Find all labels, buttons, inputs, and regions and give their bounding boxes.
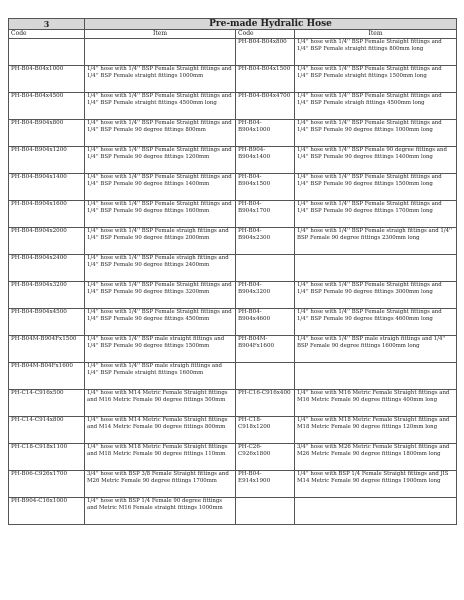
table-row	[9, 282, 457, 309]
item-description-cell	[85, 39, 236, 66]
code-column-header: Code	[9, 30, 85, 39]
item-description-cell: 1/4'' hose with 1/4'' BSP Female Straight fittings and 1/4'' BSP Female 90 degree fittings 1500mm long	[295, 174, 457, 201]
product-code-cell: PH-C14-C916x500	[9, 390, 85, 417]
item-description-cell	[295, 255, 457, 282]
product-code-cell: PH-B04-B04x1000	[9, 66, 85, 93]
table-row	[9, 336, 457, 363]
item-description-cell: 1/4'' hose with M16 Metric Female Straight fittings and M16 Metric Female 90 degree fittings 400mm long	[295, 390, 457, 417]
item-description-cell: 3/4'' hose with BSP 3/8 Female Straight fittings and M26 Metric Female 90 degree fittings 1700mm	[85, 471, 236, 498]
item-description-cell: 1/4'' hose with 1/4'' BSP Female Straight fittings and 1/4'' BSP Female 90 degree fittings 1200mm	[85, 147, 236, 174]
item-description-cell: 1/4'' hose with 1/4'' BSP Female Straight fittings and 1/4'' BSP Female 90 degree fittings 1700mm long	[295, 201, 457, 228]
table-row	[9, 201, 457, 228]
product-code-cell: PH-B04-B04x4700	[236, 93, 295, 120]
item-description-cell: 1/4'' hose with 1/4'' BSP Female Straight fittings and 1/4'' BSP Female 90 degree fittings 3000mm long	[295, 282, 457, 309]
item-column-header: Item	[295, 30, 457, 39]
item-description-cell: 1/4'' hose with M18 Metric Female Straight fittings and M18 Metric Female 90 degree fittings 120mm long	[295, 417, 457, 444]
item-description-cell: 1/4'' hose with 1/4'' BSP Female straigh fittings and 1/4'' BSP Female 90 degree fittings 2400mm	[85, 255, 236, 282]
item-description-cell: 1/4'' hose with 1/4'' BSP male straigh fittings and 1/4'' BSP Female straight fittings 1600mm	[85, 363, 236, 390]
product-code-cell	[236, 363, 295, 390]
item-description-cell: 1/4'' hose with 1/4'' BSP male straight fittings and 1/4'' BSP Female 90 degree fittings 1500mm	[85, 336, 236, 363]
product-code-cell: PH-B04-B04x1500	[236, 66, 295, 93]
item-description-cell: 1/4'' hose with 1/4'' BSP male straigh fittings and 1/4'' BSP Female 90 degree fittings 1600mm long	[295, 336, 457, 363]
table-row	[9, 498, 457, 525]
product-code-cell: PH-C18-C918x1100	[9, 444, 85, 471]
table-row	[9, 66, 457, 93]
item-description-cell: 1/4'' hose with 1/4'' BSP Female straigh fittings and 1/4'' BSP Female 90 degree fittings 2300mm long	[295, 228, 457, 255]
item-description-cell: 1/4'' hose with 1/4'' BSP Female Straight fittings and 1/4'' BSP Female straight fittings 1500mm long	[295, 66, 457, 93]
product-code-cell: PH-B904-C16x1000	[9, 498, 85, 525]
product-code-cell	[236, 255, 295, 282]
product-code-cell: PH-B04-B04x800	[236, 39, 295, 66]
product-code-cell: PH-B04-B904x2000	[9, 228, 85, 255]
column-header-row	[9, 30, 457, 39]
product-code-cell	[236, 498, 295, 525]
product-code-cell: PH-B06-C926x1700	[9, 471, 85, 498]
table-row	[9, 363, 457, 390]
section-header-row	[9, 19, 457, 30]
item-description-cell	[295, 363, 457, 390]
product-code-cell: PH-C14-C914x800	[9, 417, 85, 444]
table-row	[9, 471, 457, 498]
product-code-cell: PH-B04-B904x4500	[9, 309, 85, 336]
item-description-cell	[295, 498, 457, 525]
item-description-cell: 1/4'' hose with BSP 1/4 Female 90 degree fittings and Metric M16 Female straight fittings 1000mm	[85, 498, 236, 525]
item-column-header: Item	[85, 30, 236, 39]
section-title: Pre-made Hydralic Hose	[85, 19, 457, 30]
product-code-cell: PH-B04-B904x1600	[9, 201, 85, 228]
item-description-cell: 1/4'' hose with 1/4'' BSP Female Straight fittings and 1/4'' BSP Female 90 degree fittings 4500mm	[85, 309, 236, 336]
item-description-cell: 1/4'' hose with 1/4'' BSP Female Straight fittings and 1/4'' BSP Female straight fittings 4500mm long	[85, 93, 236, 120]
item-description-cell: 1/4'' hose with 1/4'' BSP Female Straight fittings and 1/4'' BSP Female straight fittings 800mm long	[295, 39, 457, 66]
item-description-cell: 1/4'' hose with 1/4'' BSP Female Straight fittings and 1/4'' BSP Female 90 degree fittings 1400mm	[85, 174, 236, 201]
item-description-cell: 1/4'' hose with M14 Metric Female Straight fittings and M16 Metric Female 90 degree fittings 500mm	[85, 390, 236, 417]
product-code-cell: PH-B04-B904x2300	[236, 228, 295, 255]
table-row	[9, 120, 457, 147]
code-column-header: Code	[236, 30, 295, 39]
product-code-cell: PH-B04M-B904Fx1500	[9, 336, 85, 363]
product-code-cell: PH-B04-B04x4500	[9, 93, 85, 120]
table-row	[9, 309, 457, 336]
product-code-cell: PH-B04-B904x800	[9, 120, 85, 147]
table-row	[9, 39, 457, 66]
item-description-cell: 1/4'' hose with BSP 1/4 Female Straight fittings and JIS M14 Metric Female 90 degree fittings 1900mm long	[295, 471, 457, 498]
hose-price-table	[8, 18, 457, 525]
table-row	[9, 228, 457, 255]
table-row	[9, 174, 457, 201]
product-code-cell	[9, 39, 85, 66]
item-description-cell: 1/4'' hose with 1/4'' BSP Female Straight fittings and 1/4'' BSP Female 90 degree fittings 1600mm	[85, 201, 236, 228]
item-description-cell: 1/4'' hose with 1/4'' BSP Female Straight fittings and 1/4'' BSP Female 90 degree fittings 4600mm long	[295, 309, 457, 336]
product-code-cell: PH-B904-B904x1400	[236, 147, 295, 174]
product-code-cell: PH-C18-C918x1200	[236, 417, 295, 444]
product-code-cell: PH-C16-C916x400	[236, 390, 295, 417]
item-description-cell: 1/4'' hose with 1/4'' BSP Female 90 degree fittings and 1/4'' BSP Female 90 degree fittings 1400mm long	[295, 147, 457, 174]
product-code-cell: PH-B04-B904x1200	[9, 147, 85, 174]
product-code-cell: PH-C26-C926x1800	[236, 444, 295, 471]
table-row	[9, 444, 457, 471]
product-code-cell: PH-B04-B904x2400	[9, 255, 85, 282]
product-code-cell: PH-B04-E914x1900	[236, 471, 295, 498]
item-description-cell: 1/4'' hose with 1/4'' BSP Female Straight fittings and 1/4'' BSP Female 90 degree fittings 1000mm long	[295, 120, 457, 147]
table-row	[9, 417, 457, 444]
product-code-cell: PH-B04-B904x1700	[236, 201, 295, 228]
product-code-cell: PH-B04-B904x3200	[9, 282, 85, 309]
table-row	[9, 255, 457, 282]
product-code-cell: PH-B04-B904x3200	[236, 282, 295, 309]
product-code-cell: PH-B04-B904x4600	[236, 309, 295, 336]
product-code-cell: PH-B04M-B04Fx1600	[9, 363, 85, 390]
section-number: 3	[9, 19, 85, 30]
table-row	[9, 93, 457, 120]
product-code-cell: PH-B04-B904x1400	[9, 174, 85, 201]
item-description-cell: 1/4'' hose with M18 Metric Female Straight fittings and M18 Metric Female 90 degree fittings 110mm	[85, 444, 236, 471]
product-code-cell: PH-B04M-B904Fx1600	[236, 336, 295, 363]
item-description-cell: 1/4'' hose with 1/4'' BSP Female Straight fittings and 1/4'' BSP Female straight fittings 1000mm	[85, 66, 236, 93]
table-row	[9, 390, 457, 417]
product-code-cell: PH-B04-B904x1000	[236, 120, 295, 147]
product-code-cell: PH-B04-B904x1500	[236, 174, 295, 201]
table-row	[9, 147, 457, 174]
item-description-cell: 3/4'' hose with M26 Metric Female Straight fittings and M26 Metric Female 90 degree fittings 1800mm long	[295, 444, 457, 471]
item-description-cell: 1/4'' hose with M14 Metric Female Straight fittings and M14 Metric Female 90 degree fittings 800mm	[85, 417, 236, 444]
item-description-cell: 1/4'' hose with 1/4'' BSP Female Straight fittings and 1/4'' BSP Female 90 degree fittings 800mm	[85, 120, 236, 147]
item-description-cell: 1/4'' hose with 1/4'' BSP Female Straight fittings and 1/4'' BSP Female straigh fittings 4500mm long	[295, 93, 457, 120]
item-description-cell: 1/4'' hose with 1/4'' BSP Female Straight fittings and 1/4'' BSP Female 90 degree fittings 3200mm	[85, 282, 236, 309]
item-description-cell: 1/4'' hose with 1/4'' BSP Female straigh fittings and 1/4'' BSP Female 90 degree fittings 2000mm	[85, 228, 236, 255]
